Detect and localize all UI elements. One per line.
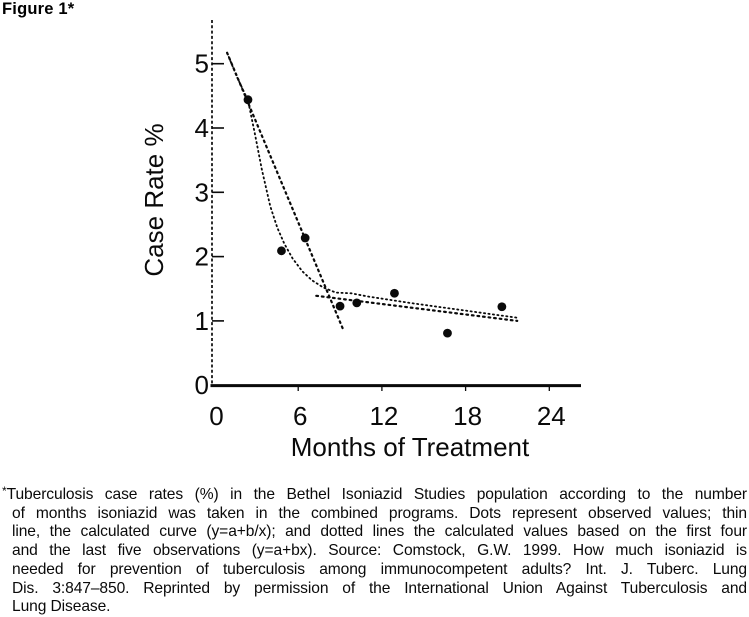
x-tick-label: 18 [453,401,483,431]
x-tick-label: 24 [536,401,566,431]
y-tick-label: 3 [194,177,209,208]
footnote-asterisk: * [2,484,7,498]
caption-line: Dis. 3:847–850. Reprinted by permission of the International Union Against Tuberculosis and [12,579,747,597]
y-tick-label: 4 [194,113,209,143]
caption-line: Lung Disease. [12,598,111,616]
y-axis-title: Case Rate % [139,123,169,277]
x-tick-label: 6 [292,401,308,431]
y-tick-label: 5 [194,48,209,79]
calculated-curve-hyperbola [227,53,517,318]
caption-line: and the last five observations (y=a+bx). Source: Comstock, G.W. 1999. How much isoniazid is [12,542,747,560]
caption-line: line, the calculated curve (y=a+b/x); and dotted lines the calculated values based on the first four [12,523,747,541]
observed-dot [336,302,345,311]
figure-label: Figure 1* [2,0,75,18]
y-tick-label: 0 [194,370,209,401]
caption-line: needed for prevention of tuberculosis among immunocompetent adults? Int. J. Tuberc. Lung [12,560,747,578]
y-tick-label: 2 [194,241,209,272]
caption-line: *Tuberculosis case rates (%) in the Bethel Isoniazid Studies population according to the number [2,484,747,503]
observed-dot [497,302,506,311]
x-axis-title: Months of Treatment [290,432,530,462]
fitted-line-last-five-observations [316,296,517,321]
y-tick-label: 1 [194,305,209,336]
x-tick-label: 12 [369,401,399,431]
observed-dot [277,246,286,255]
x-tick-label: 0 [209,401,224,431]
fitted-line-first-four-observations [227,53,343,329]
figure-caption [2,482,747,617]
observed-dot [390,289,399,298]
observed-dot [443,329,452,338]
caption-line: of months isoniazid was taken in the combined programs. Dots represent observed values; thin [12,504,747,522]
